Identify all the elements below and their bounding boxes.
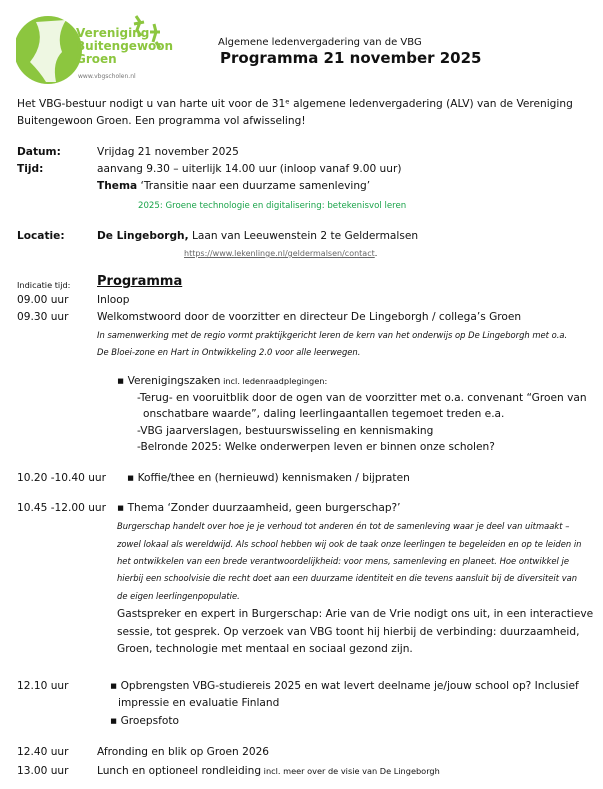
logo-line1: Vereniging <box>76 26 150 40</box>
thema-label: Thema <box>97 180 138 192</box>
vbg-logo <box>16 12 176 92</box>
item-welkom: Welkomstwoord door de voorzitter en directeur De Lingeborgh / collega’s Groen <box>97 311 522 323</box>
locatie-url-line <box>184 246 377 261</box>
opbr-text-cont: impressie en evaluatie Finland <box>118 697 280 709</box>
page-title: Programma 21 november 2025 <box>220 49 482 67</box>
thema-line <box>97 179 370 193</box>
time-1300: 13.00 uur <box>17 765 69 777</box>
thema-note: Burgerschap handelt over hoe je je verhoud tot anderen én tot de samenleving waar je deel van uitmaakt – <box>117 521 570 531</box>
thema-note: hierbij een schoolvisie die recht doet aan een duurzame identiteit en die tevens aansluit bij de diversiteit van <box>117 573 578 583</box>
thema-value: ‘Transitie naar een duurzame samenleving’ <box>137 180 371 192</box>
indicatie-label: Indicatie tijd: <box>17 280 71 290</box>
intro-line: Het VBG-bestuur nodigt u van harte uit voor de 31ᵉ algemene ledenvergadering (ALV) van de Vereniging <box>17 98 573 110</box>
vz-item: -Terug- en vooruitblik door de ogen van de voorzitter met o.a. convenant “Groen van <box>137 392 587 404</box>
item-groepsfoto: ▪ Groepsfoto <box>110 715 179 727</box>
locatie-address: Laan van Leeuwenstein 2 te Geldermalsen <box>188 230 419 242</box>
locatie-name: De Lingeborgh, <box>97 230 189 242</box>
item-verenigingszaken: ▪ Verenigingszaken incl. ledenraadplegingen: <box>117 375 328 387</box>
time-1045: 10.45 -12.00 uur <box>17 502 106 514</box>
item-koffie: ▪ Koffie/thee en (hernieuwd) kennismaken / bijpraten <box>127 472 410 484</box>
lunch-small: incl. meer over de visie van De Lingeborgh <box>261 766 440 776</box>
welkom-note: De Bloei-zone en Hart in Ontwikkeling 2.0 voor alle leerwegen. <box>97 347 361 357</box>
thema-note: zowel lokaal als wereldwijd. Als school hebben wij ook de taak onze leerlingen te begeleiden en op te leiden in <box>117 539 582 549</box>
gast-line: Gastspreker en expert in Burgerschap: Arie van de Vrie nodigt ons uit, in een interactieve <box>117 608 594 620</box>
vz-item: -VBG jaarverslagen, bestuurswisseling en kennismaking <box>137 425 434 437</box>
datum-label: Datum: <box>17 146 61 158</box>
locatie-link[interactable]: https://www.lekenlinge.nl/geldermalsen/contact <box>184 249 375 258</box>
tijd-value: aanvang 9.30 – uiterlijk 14.00 uur (inloop vanaf 9.00 uur) <box>97 163 402 175</box>
welkom-note: In samenwerking met de regio vormt praktijkgericht leren de kern van het onderwijs op De Lingeborgh met o.a. <box>97 330 568 340</box>
thema-note: de eigen leerlingenpopulatie. <box>117 591 240 601</box>
item-thema: ▪ Thema ‘Zonder duurzaamheid, geen burgerschap?’ <box>117 502 401 514</box>
tijd-label: Tijd: <box>17 163 44 175</box>
item-inloop: Inloop <box>97 294 130 306</box>
vz-label: Verenigingszaken <box>127 375 221 387</box>
time-1240: 12.40 uur <box>17 746 69 758</box>
thema-text: Thema ‘Zonder duurzaamheid, geen burgerschap?’ <box>127 502 401 514</box>
gast-line: sessie, tot gesprek. Op verzoek van VBG toont hij hierbij de verbinding: duurzaamheid, <box>117 626 580 638</box>
vz-small: incl. ledenraadplegingen: <box>220 376 328 386</box>
opbr-text: Opbrengsten VBG-studiereis 2025 en wat levert deelname je/jouw school op? Inclusief <box>120 680 579 692</box>
locatie-value <box>97 229 418 243</box>
gast-line: Groen, technologie met mentaal en sociaal gezond zijn. <box>117 643 413 655</box>
time-1210: 12.10 uur <box>17 680 69 692</box>
item-opbrengsten: ▪ Opbrengsten VBG-studiereis 2025 en wat levert deelname je/jouw school op? Inclusief <box>110 680 579 692</box>
koffie-text: Koffie/thee en (hernieuwd) kennismaken / bijpraten <box>137 472 410 484</box>
logo-line3: Groen <box>76 52 117 66</box>
logo-website: www.vbgscholen.nl <box>78 73 136 80</box>
intro-line: Buitengewoon Groen. Een programma vol afwisseling! <box>17 115 306 127</box>
time-0900: 09.00 uur <box>17 294 69 306</box>
vz-item: -Belronde 2025: Welke onderwerpen leven er binnen onze scholen? <box>137 441 495 453</box>
programma-heading: Programma <box>97 274 183 289</box>
thema-note: het ontwikkelen van een brede verantwoordelijkheid: voor mens, samenleving en planeet. Hoe ontwikkel je <box>117 556 570 566</box>
time-0930: 09.30 uur <box>17 311 69 323</box>
logo-line2: Buitengewoon <box>76 39 174 53</box>
header-subtitle: Algemene ledenvergadering van de VBG <box>218 37 422 48</box>
time-1020: 10.20 -10.40 uur <box>17 472 106 484</box>
url-suffix: . <box>374 248 378 258</box>
lunch-text: Lunch en optioneel rondleiding <box>97 765 262 777</box>
item-lunch <box>97 764 440 778</box>
subthema: 2025: Groene technologie en digitalisering: betekenisvol leren <box>138 201 407 211</box>
datum-value: Vrijdag 21 november 2025 <box>97 146 239 158</box>
item-afronding: Afronding en blik op Groen 2026 <box>97 746 270 758</box>
vz-item: onschatbare waarde”, daling leerlingaantallen tegemoet treden e.a. <box>143 408 505 420</box>
locatie-label: Locatie: <box>17 230 65 242</box>
groepsfoto-text: Groepsfoto <box>120 715 179 727</box>
